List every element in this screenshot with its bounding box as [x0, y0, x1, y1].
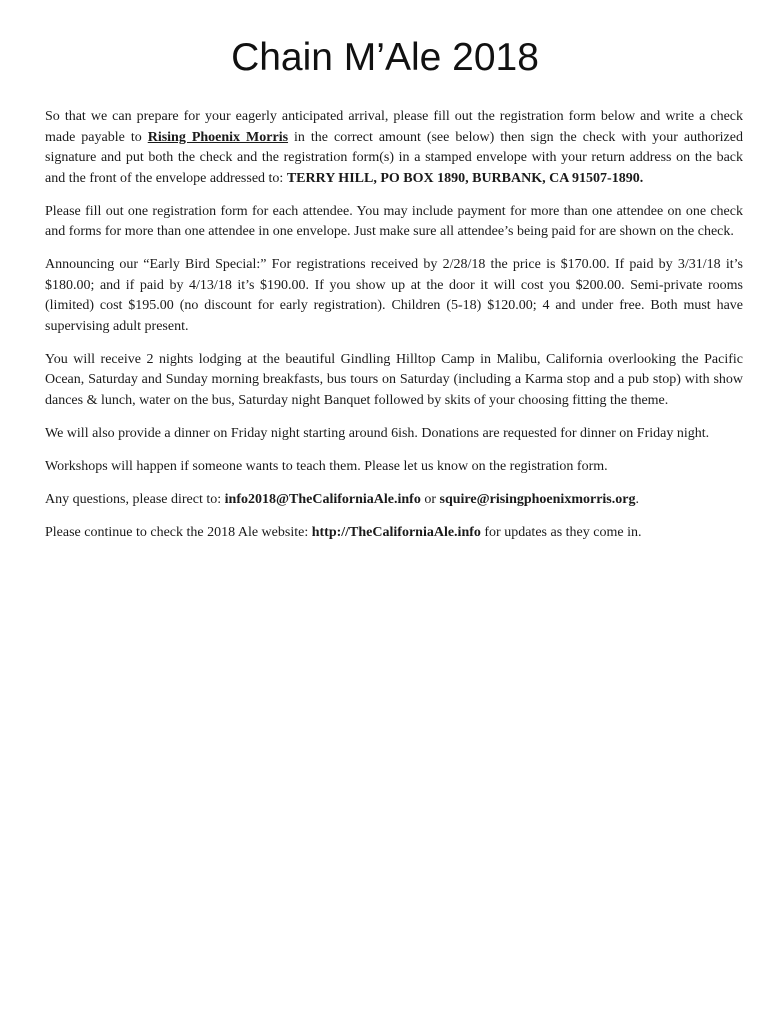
paragraph-friday-dinner: We will also provide a dinner on Friday night starting around 6ish. Donations are requested for dinner on Friday night.: [45, 425, 710, 441]
paragraph-website: [45, 523, 743, 544]
paragraph-registration-instructions: [45, 107, 743, 189]
p8-text-1: Please continue to check the 2018 Ale website:: [45, 524, 312, 540]
p1-text-2: in the correct amount (see below) then sign the check with your authorized signature and put both the check and the registration form(s) in a stamped envelope with your return address on the back and the front of the envelope addressed to:: [45, 129, 743, 186]
p7-text-1: Any questions, please direct to:: [45, 491, 225, 507]
p7-text-2: or: [420, 491, 440, 507]
paragraph-included-amenities: You will receive 2 nights lodging at the beautiful Gindling Hilltop Camp in Malibu, California overlooking the Pacific Ocean, Saturday and Sunday morning breakfasts, bus tours on Saturday (including a Karma stop and a pub stop) with show dances & lunch, water on the bus, Saturday night Banquet followed by skits of your choosing fitting the theme.: [45, 351, 743, 408]
p1-text-1: So that we can prepare for your eagerly anticipated arrival, please fill out the registration form below and write a check made payable to: [45, 109, 743, 145]
contact-email-squire[interactable]: squire@risingphoenixmorris.org: [439, 491, 636, 507]
document-body: [45, 107, 743, 556]
paragraph-contact: [45, 490, 743, 511]
p8-text-2: for updates as they come in.: [480, 524, 642, 540]
contact-email-info[interactable]: info2018@TheCaliforniaAle.info: [224, 491, 421, 507]
page-title: Chain M’Ale 2018: [231, 36, 539, 79]
p7-text-3: .: [635, 491, 639, 507]
paragraph-workshops: Workshops will happen if someone wants to teach them. Please let us know on the registration form.: [45, 458, 608, 474]
mailing-address: TERRY HILL, PO BOX 1890, BURBANK, CA 91507-1890.: [286, 170, 644, 186]
paragraph-early-bird-pricing: Announcing our “Early Bird Special:” For registrations received by 2/28/18 the price is $170.00. If paid by 3/31/18 it’s $180.00; and if paid by 4/13/18 it’s $190.00. If you show up at the door it will cost you $200.00. Semi-private rooms (limited) cost $195.00 (no discount for early registration). Children (5-18) $120.00; 4 and under free. Both must have supervising adult present.: [45, 257, 743, 334]
website-link[interactable]: http://TheCaliforniaAle.info: [311, 524, 481, 540]
payee-name: Rising Phoenix Morris: [147, 129, 289, 145]
paragraph-one-form-per-attendee: Please fill out one registration form for each attendee. You may include payment for more than one attendee on one check and forms for more than one attendee in one envelope. Just make sure all attendee’s being paid for are shown on the check.: [45, 203, 743, 239]
